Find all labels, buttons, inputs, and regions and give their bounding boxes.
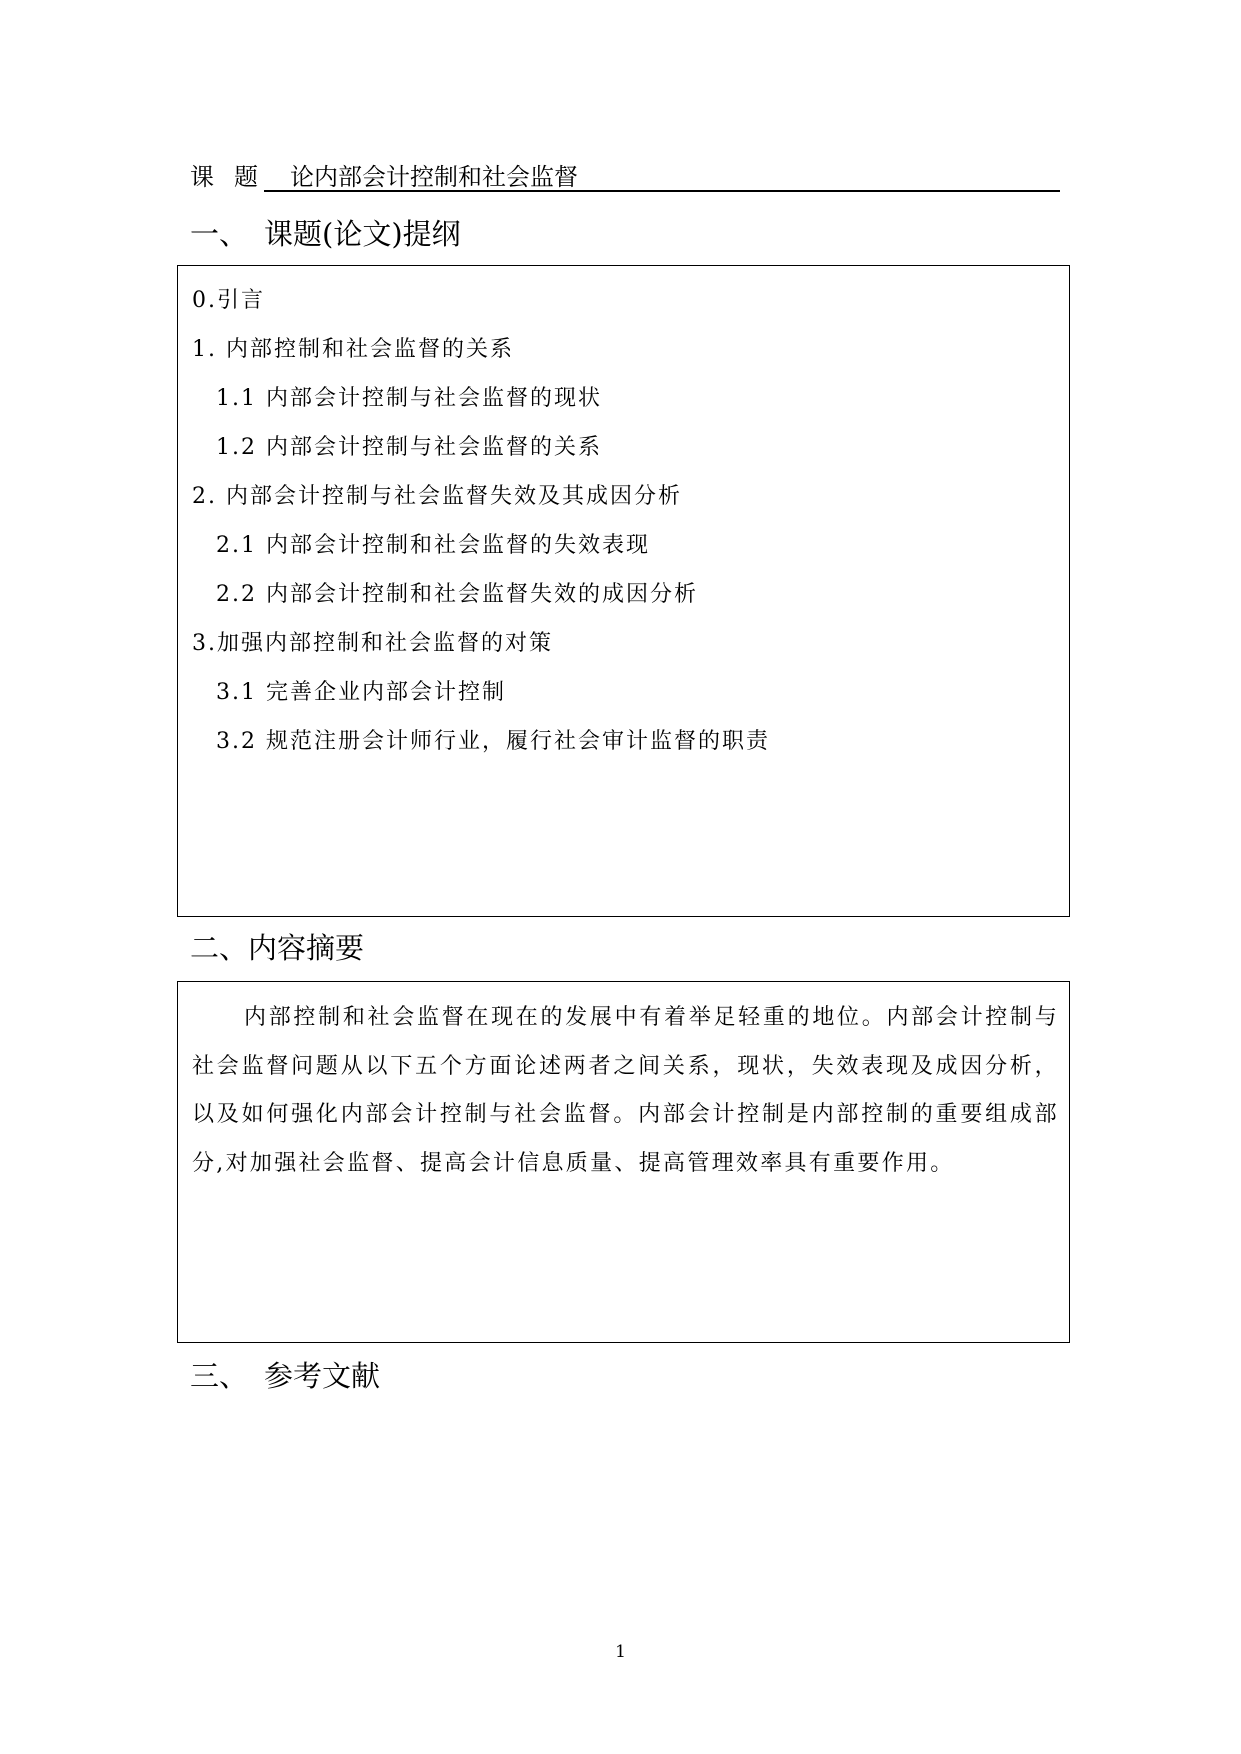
outline-item: 3.1 完善企业内部会计控制 bbox=[216, 680, 506, 705]
outline-item: 2.2 内部会计控制和社会监督失效的成因分析 bbox=[216, 582, 698, 607]
outline-item: 0.引言 bbox=[192, 288, 265, 313]
page-number: 1 bbox=[615, 1642, 626, 1662]
outline-item: 1. 内部控制和社会监督的关系 bbox=[192, 337, 514, 362]
section-number: 一、 bbox=[190, 217, 249, 251]
section-heading-references bbox=[190, 1358, 380, 1394]
topic-label: 课题 bbox=[190, 163, 278, 191]
topic-row bbox=[190, 160, 1060, 194]
section-title: 内容摘要 bbox=[248, 931, 365, 965]
outline-list bbox=[192, 276, 770, 766]
outline-item: 2.1 内部会计控制和社会监督的失效表现 bbox=[216, 533, 650, 558]
outline-item: 3.加强内部控制和社会监督的对策 bbox=[192, 631, 553, 656]
section-heading-summary bbox=[190, 930, 364, 966]
outline-box bbox=[177, 265, 1070, 917]
section-title: 课题(论文)提纲 bbox=[264, 217, 461, 251]
outline-item: 1.2 内部会计控制与社会监督的关系 bbox=[216, 435, 602, 460]
section-number: 三、 bbox=[190, 1359, 249, 1393]
outline-item: 2. 内部会计控制与社会监督失效及其成因分析 bbox=[192, 484, 682, 509]
summary-text: 内部控制和社会监督在现在的发展中有着举足轻重的地位。内部会计控制与社会监督问题从以下五个方面论述两者之间关系，现状，失效表现及成因分析，以及如何强化内部会计控制与社会监督。内部会计控制是内部控制的重要组成部分,对加强社会监督、提高会计信息质量、提高管理效率具有重要作用。 bbox=[192, 1005, 1059, 1176]
summary-box bbox=[177, 981, 1070, 1343]
outline-item: 3.2 规范注册会计师行业，履行社会审计监督的职责 bbox=[216, 729, 770, 754]
topic-underline bbox=[264, 160, 1060, 192]
outline-item: 1.1 内部会计控制与社会监督的现状 bbox=[216, 386, 602, 411]
section-heading-outline bbox=[190, 216, 461, 252]
section-title: 参考文献 bbox=[264, 1359, 381, 1393]
section-number: 二、 bbox=[190, 931, 249, 965]
topic-value: 论内部会计控制和社会监督 bbox=[290, 163, 578, 191]
